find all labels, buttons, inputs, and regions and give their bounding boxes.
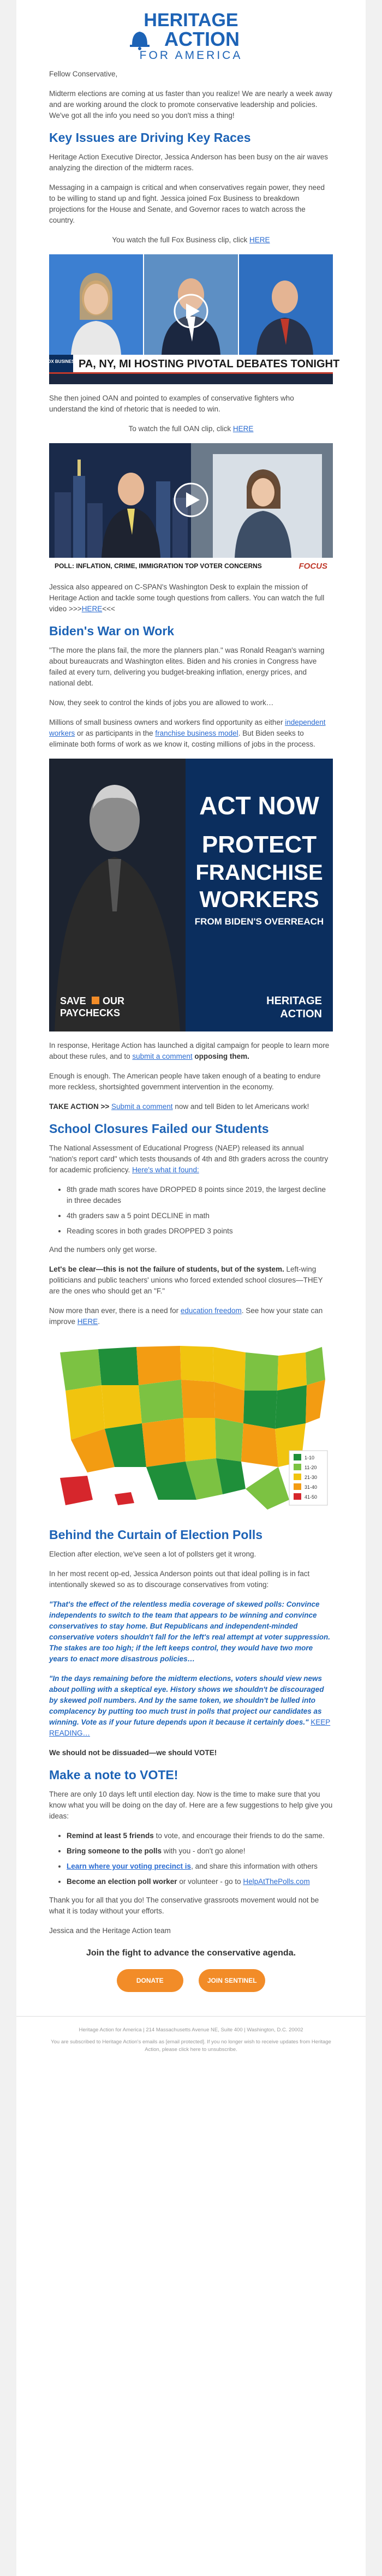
s2-paragraph-2: Now, they seek to control the kinds of jobs you are allowed to work… (49, 699, 274, 707)
s3-p4-text-a: Now more than ever, there is a need for (49, 1307, 181, 1315)
s4-paragraph-1: Election after election, we've seen a lot of pollsters get it wrong. (49, 1550, 256, 1558)
promo-franchise: FRANCHISE (195, 861, 323, 885)
keep-reading-link[interactable]: KEEP READING… (49, 1718, 331, 1737)
cta-buttons (49, 1969, 333, 1992)
promo-paychecks: PAYCHECKS (60, 1007, 121, 1018)
s3-p3-bold: Let's be clear—this is not the failure of students, but of the system. (49, 1265, 284, 1273)
legend-label: 31-40 (305, 1484, 318, 1490)
promo-protect: PROTECT (201, 831, 317, 858)
education-freedom-link[interactable]: education freedom (180, 1307, 242, 1315)
donate-button[interactable]: DONATE (117, 1969, 183, 1992)
email-container (16, 0, 366, 2576)
voting-precinct-link[interactable]: Learn where your voting precinct is (67, 1862, 192, 1870)
map-legend (289, 1451, 327, 1505)
naep-findings-list (49, 1184, 333, 1237)
oan-clip-line (49, 424, 333, 434)
legend-label: 21-30 (305, 1475, 318, 1480)
promo-brand-action: ACTION (280, 1008, 322, 1020)
list-item: • 8th grade math scores have DROPPED 8 points since 2019, the largest decline in three decades (67, 1184, 333, 1206)
fox-brand-text: FOX BUSINESS (45, 359, 77, 364)
s3-paragraph-4 (49, 1305, 333, 1327)
footer-subscription: You are subscribed to Heritage Action's emails as [email protected]. If you no longer wish to receive updates from Heritage Action, please click here to unsubscribe. (51, 2039, 331, 2053)
s3-p4-text-c: . (98, 1317, 100, 1326)
s2-paragraph-5: Enough is enough. The American people have taken enough of a beating to endure more reckless, shortsighted government intervention in the economy. (49, 1072, 321, 1091)
oan-clip-link[interactable]: HERE (232, 425, 254, 433)
legend-label: 11-20 (305, 1465, 317, 1470)
s2-p4-text-b: opposing them. (192, 1052, 249, 1060)
naep-findings-link[interactable]: Here's what it found: (132, 1166, 199, 1174)
play-button[interactable] (175, 484, 207, 516)
s2-paragraph-1: "The more the plans fail, the more the planners plan." was Ronald Reagan's warning about bureaucrats and Washington elites. Biden and his cronies in Congress have failed at every turn, delivering you budget-breaking inflation, energy prices, and national debt. (49, 646, 325, 687)
education-freedom-state-map[interactable] (49, 1336, 333, 1516)
vote-suggestions-list (49, 1830, 333, 1887)
b4-text: or volunteer - go to (177, 1877, 243, 1886)
s3-p1-text: The National Assessment of Educational Progress (NAEP) released its annual "nation's report card" which tests thousands of 4th and 8th graders across the country for academic proficiency. (49, 1144, 329, 1174)
s2-p3-text-c: . But Biden seeks to eliminate both forms of work as we know it, costing millions of jobs in the process. (49, 729, 315, 748)
oan-brand-text: FOCUS (299, 562, 327, 571)
legend-swatch (294, 1493, 301, 1500)
list-item: • 4th graders saw a 5 point DECLINE in math (67, 1211, 333, 1221)
s4-paragraph-3 (49, 1748, 333, 1758)
cta-title: Join the fight to advance the conservative agenda. (86, 1948, 296, 1958)
legend-label: 1-10 (305, 1455, 315, 1460)
heritage-action-logo[interactable] (16, 0, 366, 69)
s2-paragraph-3 (49, 717, 333, 750)
s2-take-action (49, 1101, 333, 1112)
s1-paragraph-3: She then joined OAN and pointed to examples of conservative fighters who understand the kind of rhetoric that is needed to win. (49, 394, 294, 413)
bell-icon (130, 32, 150, 50)
cspan-text-end: <<< (102, 605, 115, 613)
promo-save: SAVE (60, 995, 86, 1006)
logo-line2: ACTION (164, 28, 240, 50)
section-title-vote: Make a note to VOTE! (49, 1768, 178, 1782)
list-item (67, 1876, 333, 1887)
s1-paragraph-2: Messaging in a campaign is critical and when conservatives regain power, they need to be willing to stand up and fight. Jessica joined Fox Business to breakdown projections for the House and Senate, and Governor races to watch across the country. (49, 183, 325, 224)
list-item (67, 1861, 333, 1872)
s3-p3-text: Left-wing politicians and public teachers' unions who forced extended school closures—THEY are the ones who should get an "F." (49, 1265, 323, 1295)
s3-p4-text-b: . See how your state can improve (49, 1307, 323, 1326)
s3-paragraph-2: And the numbers only get worse. (49, 1245, 157, 1254)
s4-paragraph-2: In her most recent op-ed, Jessica Anderson points out that ideal polling is in fact intentionally skewed so as to discourage conservatives from voting: (49, 1570, 310, 1589)
s5-paragraph-1: There are only 10 days left until election day. Now is the time to make sure that you know what you will be doing on the day of. Here are a few suggestions to help give you ideas: (49, 1790, 333, 1820)
promo-act-now: ACT NOW (199, 791, 319, 820)
list-item (67, 1846, 333, 1857)
take-action-label: TAKE ACTION >> (49, 1102, 112, 1111)
greeting: Fellow Conservative, (49, 70, 118, 78)
fox-business-video-thumbnail[interactable] (45, 254, 340, 384)
cspan-text: Jessica also appeared on C-SPAN's Washington Desk to explain the mission of Heritage Action and tackle some tough questions from callers. You can watch the full video >>> (49, 583, 325, 613)
b1-text: to vote, and encourage their friends to do the same. (153, 1832, 325, 1840)
b3-text: , and share this information with others (191, 1862, 318, 1870)
s2-p4-text-a: In response, Heritage Action has launched a digital campaign for people to learn more about these rules, and to (49, 1041, 330, 1060)
guest-figure (213, 454, 322, 558)
help-at-polls-link[interactable]: HelpAtThePolls.com (243, 1877, 310, 1886)
section-title-election-polls: Behind the Curtain of Election Polls (49, 1528, 263, 1542)
footer-address: Heritage Action for America | 214 Massachusetts Avenue NE, Suite 400 | Washington, D.C. 20002 (79, 2027, 303, 2033)
b2-bold: Bring someone to the polls (67, 1847, 162, 1855)
legend-swatch (294, 1474, 301, 1480)
submit-comment-link-2[interactable]: Submit a comment (111, 1102, 173, 1111)
s1-paragraph-4 (49, 582, 333, 615)
logo-mark (120, 9, 262, 61)
s4-p3-bold: We should not be dissuaded—we should VOTE! (49, 1749, 217, 1757)
s2-p3-text-a: Millions of small business owners and workers find opportunity as either (49, 718, 285, 726)
protect-franchise-workers-graphic[interactable] (49, 759, 333, 1031)
b1-bold: Remind at least 5 friends (67, 1832, 154, 1840)
b2-text: with you - don't go alone! (162, 1847, 246, 1855)
b4-bold: Become an election poll worker (67, 1877, 177, 1886)
state-improve-link[interactable]: HERE (77, 1317, 98, 1326)
fox-clip-link[interactable]: HERE (249, 236, 270, 244)
op-ed-quote-2 (49, 1673, 333, 1739)
take-action-text: now and tell Biden to let Americans work! (172, 1102, 309, 1111)
fox-clip-text: You watch the full Fox Business clip, click (112, 236, 250, 244)
cspan-link[interactable]: HERE (81, 605, 103, 613)
email-body (16, 69, 366, 1992)
legend-swatch (294, 1454, 301, 1460)
fox-banner-text: PA, NY, MI HOSTING PIVOTAL DEBATES TONIGHT (79, 358, 340, 370)
signoff: Jessica and the Heritage Action team (49, 1927, 171, 1935)
legend-swatch (294, 1464, 301, 1470)
oan-banner-text: POLL: INFLATION, CRIME, IMMIGRATION TOP VOTER CONCERNS (55, 562, 262, 570)
s2-p3-text-b: or as participants in the (75, 729, 156, 737)
promo-our: OUR (103, 995, 124, 1006)
list-item: • Reading scores in both grades DROPPED 3 points (67, 1226, 333, 1237)
section-title-school-closures: School Closures Failed our Students (49, 1122, 269, 1136)
legend-swatch (294, 1483, 301, 1490)
promo-workers: WORKERS (199, 886, 319, 912)
join-sentinel-button[interactable]: JOIN SENTINEL (199, 1969, 265, 1992)
s3-paragraph-1 (49, 1143, 333, 1176)
promo-subtitle: FROM BIDEN'S OVERREACH (194, 916, 324, 927)
section-title-war-on-work: Biden's War on Work (49, 624, 175, 638)
email-footer (16, 2016, 366, 2054)
list-item (67, 1830, 333, 1841)
s2-paragraph-4 (49, 1040, 333, 1062)
submit-comment-link[interactable]: submit a comment (132, 1052, 193, 1060)
promo-brand-heritage: HERITAGE (266, 995, 322, 1007)
legend-label: 41-50 (305, 1494, 318, 1500)
oan-clip-text: To watch the full OAN clip, click (128, 425, 233, 433)
play-button[interactable] (175, 295, 207, 327)
fox-clip-line (49, 235, 333, 246)
op-ed-quote-1: "That's the effect of the relentless media coverage of skewed polls: Convince independents to switch to the team that appears to be winning and convince conservatives to stay home. But Republicans and independent-minded conservative voters shouldn't fall for the left's real attempt at voter suppression. The stakes are too high; if the left keeps control, they would have two more years to enact more disastrous policies… (49, 1600, 331, 1663)
franchise-model-link[interactable]: franchise business model (155, 729, 238, 737)
badge-icon (92, 997, 99, 1004)
section-title-key-issues: Key Issues are Driving Key Races (49, 130, 251, 145)
s3-paragraph-3 (49, 1264, 333, 1297)
intro-paragraph: Midterm elections are coming at us faster than you realize! We are nearly a week away and are working around the clock to promote conservative leadership and policies. We've got all the info you need so you don't miss a thing! (49, 90, 332, 120)
oan-video-thumbnail[interactable] (49, 443, 333, 573)
logo-line3: FOR AMERICA (139, 49, 243, 62)
quote-2-text: "In the days remaining before the midterm elections, voters should view news about polling with a skeptical eye. History shows we shouldn't be discouraged by skewed poll numbers. And by the same token, we shouldn't be lulled into complacency by putting too much trust in polls that project our candidates as winning. Vote as if your future depends upon it because it certainly does." (49, 1674, 324, 1726)
independent-workers-link[interactable]: independent workers (49, 718, 326, 737)
logo-line1: HERITAGE (144, 10, 238, 31)
s1-paragraph-1: Heritage Action Executive Director, Jessica Anderson has been busy on the air waves analyzing the direction of the midterm races. (49, 153, 329, 172)
s5-paragraph-2: Thank you for all that you do! The conservative grassroots movement would not be what it is today without your efforts. (49, 1896, 319, 1915)
